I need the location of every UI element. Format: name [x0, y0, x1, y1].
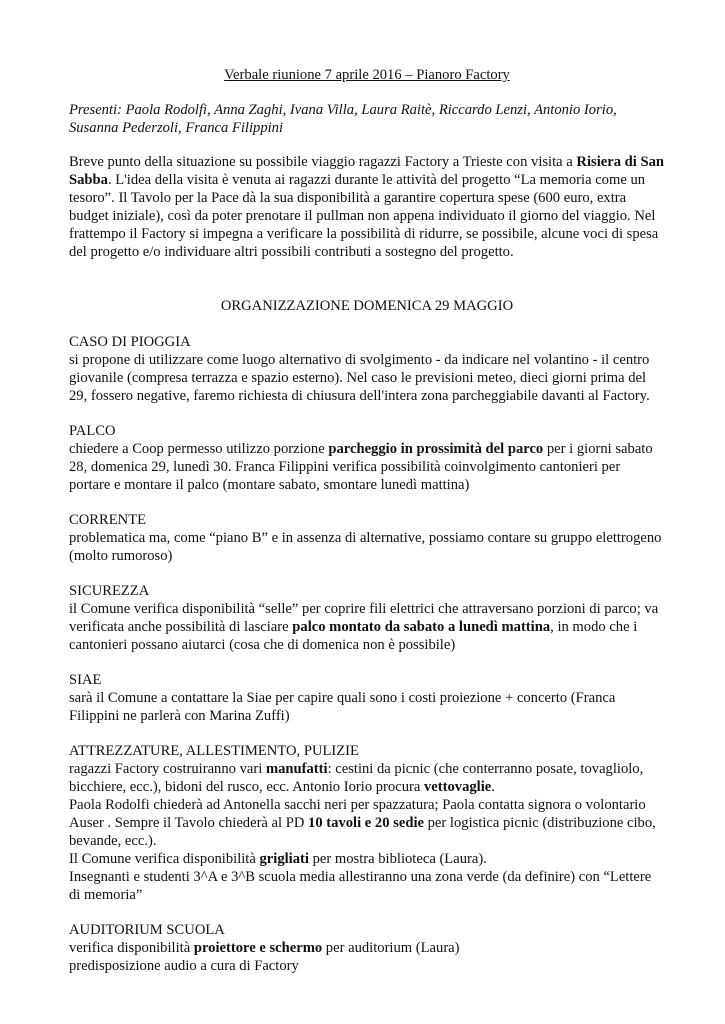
organization-heading: ORGANIZZAZIONE DOMENICA 29 MAGGIO: [220, 298, 514, 314]
safety-bold-1: palco montato da sabato a lunedì mattina: [292, 619, 551, 635]
auditorium-line-2: predisposizione audio a cura di Factory: [69, 958, 299, 974]
equipment-p3-text-2: per mostra biblioteca (Laura).: [308, 851, 487, 867]
equipment-p2-bold-1: 10 tavoli e 20 sedie: [308, 815, 424, 831]
safety-heading: SICUREZZA: [69, 583, 150, 599]
safety-text-1: il Comune verifica disponibilità “selle” per coprire fili elettrici che attraversano porzioni di parco; va verificata anche possibilità di lasciare: [69, 601, 659, 635]
auditorium-text-1: verifica disponibilità: [69, 940, 194, 956]
section-power: [69, 511, 665, 565]
equipment-p3-text-1: Il Comune verifica disponibilità: [69, 851, 260, 867]
equipment-p3-bold-1: grigliati: [259, 851, 309, 867]
stage-text-1: chiedere a Coop permesso utilizzo porzione: [69, 441, 329, 457]
equipment-p1-text-1: ragazzi Factory costruiranno vari: [69, 761, 266, 777]
safety-text-2: , in modo che i cantonieri possano aiutarci (cosa che di domenica non è possibile): [69, 619, 638, 653]
document-title: Verbale riunione 7 aprile 2016 – Pianoro Factory: [224, 67, 510, 83]
auditorium-heading: AUDITORIUM SCUOLA: [69, 922, 225, 938]
rain-heading: CASO DI PIOGGIA: [69, 334, 191, 350]
equipment-heading: ATTREZZATURE, ALLESTIMENTO, PULIZIE: [69, 743, 359, 759]
intro-text-2: . L'idea della visita è venuta ai ragazzi durante le attività del progetto “La memoria come un tesoro”. Il Tavolo per la Pace dà la sua disponibilità a garantire copertura spese (600 euro, extra budget iniziale), così da poter prenotare il pullman non appena individuato il giorno del viaggio. Nel frattempo il Factory si impegna a verificare la possibilità di ridurre, se possibile, alcune voci di spesa del progetto e/o individuare altri possibili contributi a sostegno del progetto.: [69, 172, 659, 260]
auditorium-text: [69, 939, 665, 957]
auditorium-text-2: per auditorium (Laura): [322, 940, 460, 956]
section-auditorium: [69, 921, 665, 975]
equipment-para-1: [69, 760, 665, 796]
equipment-p2-text-1: Paola Rodolfi chiederà ad Antonella sacchi neri per spazzatura; Paola contatta signora o volontario Auser . Sempre il Tavolo chiederà al PD: [69, 797, 646, 831]
intro-paragraph: [69, 153, 665, 261]
rain-text: si propone di utilizzare come luogo alternativo di svolgimento - da indicare nel volantino - il centro giovanile (compresa terrazza e spazio esterno). Nel caso le previsioni meteo, dieci giorni prima del 29, fossero negative, faremo richiesta di chiusura dell'intera zona parcheggiabile davanti al Factory.: [69, 352, 650, 404]
stage-bold-1: parcheggio in prossimità del parco: [328, 441, 544, 457]
equipment-p1-text-3: .: [491, 779, 495, 795]
equipment-p1-bold-1: manufatti: [265, 761, 328, 777]
intro-bold-1: Risiera di San Sabba: [69, 154, 664, 188]
section-rain: [69, 333, 665, 405]
equipment-para-4: Insegnanti e studenti 3^A e 3^B scuola media allestiranno una zona verde (da definire) con “Lettere di memoria”: [69, 869, 652, 903]
siae-heading: SIAE: [69, 672, 102, 688]
section-siae: [69, 671, 665, 725]
attendees-list: Presenti: Paola Rodolfi, Anna Zaghi, Ivana Villa, Laura Raitè, Riccardo Lenzi, Antonio Iorio, Susanna Pederzoli, Franca Filippini: [69, 102, 617, 136]
siae-text: sarà il Comune a contattare la Siae per capire quali sono i costi proiezione + concerto (Franca Filippini ne parlerà con Marina Zuffi): [69, 690, 616, 724]
section-stage: [69, 422, 665, 494]
equipment-p2-text-2: per logistica picnic (distribuzione cibo, bevande, ecc.).: [69, 815, 656, 849]
equipment-p1-text-2: : cestini da picnic (che conterranno posate, tovagliolo, bicchiere, ecc.), bidoni del rusco, ecc. Antonio Iorio procura: [69, 761, 644, 795]
intro-text-1: Breve punto della situazione su possibile viaggio ragazzi Factory a Trieste con visita a: [69, 154, 577, 170]
safety-text: [69, 600, 665, 654]
stage-text-2: per i giorni sabato 28, domenica 29, lunedì 30. Franca Filippini verifica possibilità coinvolgimento cantonieri per portare e montare il palco (montare sabato, smontare lunedì mattina): [69, 441, 653, 493]
power-text: problematica ma, come “piano B” e in assenza di alternative, possiamo contare su gruppo elettrogeno (molto rumoroso): [69, 530, 662, 564]
auditorium-bold-1: proiettore e schermo: [193, 940, 323, 956]
equipment-para-2: [69, 796, 665, 850]
power-heading: CORRENTE: [69, 512, 147, 528]
equipment-p1-bold-2: vettovaglie: [423, 779, 492, 795]
stage-heading: PALCO: [69, 423, 116, 439]
section-safety: [69, 582, 665, 654]
stage-text: [69, 440, 665, 494]
section-equipment: [69, 742, 665, 904]
equipment-para-3: [69, 850, 665, 868]
